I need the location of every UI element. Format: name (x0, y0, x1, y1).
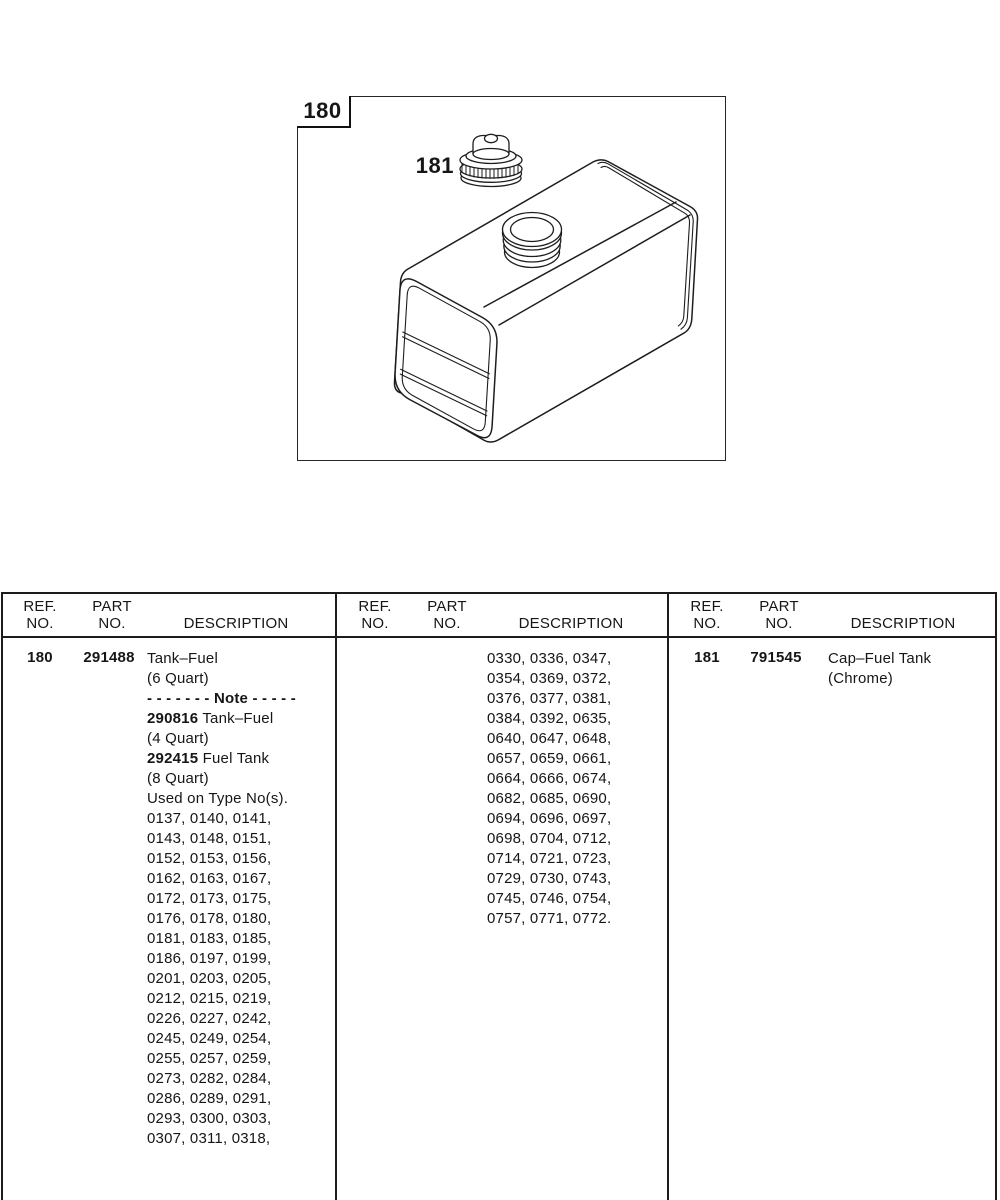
description-line: Tank–Fuel (147, 650, 219, 667)
ref-no-value: 180 (27, 649, 53, 666)
diagram-frame (297, 96, 726, 461)
description-header: DESCRIPTION (850, 615, 956, 632)
description-line: 0384, 0392, 0635, (487, 710, 612, 727)
description-line: 292415 Fuel Tank (147, 750, 270, 767)
description-line: 0162, 0163, 0167, (147, 870, 272, 887)
ref-no-header: REF. NO. (690, 598, 724, 632)
description-line: 0657, 0659, 0661, (487, 750, 612, 767)
description-line: - - - - - - - Note - - - - - (147, 690, 296, 707)
description-line: 0354, 0369, 0372, (487, 670, 612, 687)
description-line: 0212, 0215, 0219, (147, 990, 272, 1007)
description-lines (487, 649, 663, 929)
description-line: 0172, 0173, 0175, (147, 890, 272, 907)
description-lines (147, 649, 331, 1149)
description-line: 0729, 0730, 0743, (487, 870, 612, 887)
description-line: (6 Quart) (147, 670, 209, 687)
description-line: 0640, 0647, 0648, (487, 730, 612, 747)
description-line: 0664, 0666, 0674, (487, 770, 612, 787)
filler-neck (503, 213, 562, 268)
part-no-header: PART NO. (759, 598, 799, 632)
description-line: 0226, 0227, 0242, (147, 1010, 272, 1027)
description-line: 0698, 0704, 0712, (487, 830, 612, 847)
description-line: Used on Type No(s). (147, 790, 289, 807)
description-lines (828, 649, 991, 689)
description-line: (4 Quart) (147, 730, 209, 747)
description-line: Cap–Fuel Tank (828, 650, 932, 667)
description-line: 0245, 0249, 0254, (147, 1030, 272, 1047)
description-line: 0273, 0282, 0284, (147, 1070, 272, 1087)
ref-no-header: REF. NO. (358, 598, 392, 632)
fuel-cap (460, 134, 522, 186)
part-no-header: PART NO. (92, 598, 132, 632)
table-border-right (995, 592, 997, 1200)
description-line: 0714, 0721, 0723, (487, 850, 612, 867)
description-line: 0255, 0257, 0259, (147, 1050, 272, 1067)
description-header: DESCRIPTION (518, 615, 624, 632)
description-line: 0176, 0178, 0180, (147, 910, 272, 927)
ref-no-header: REF. NO. (23, 598, 57, 632)
table-column-group-2 (337, 592, 667, 1200)
description-line: 0330, 0336, 0347, (487, 650, 612, 667)
description-line: 0694, 0696, 0697, (487, 810, 612, 827)
part-no-value: 791545 (750, 649, 802, 666)
ref-no-value: 181 (694, 649, 720, 666)
part-no-value: 291488 (83, 649, 135, 666)
table-column-group-3 (669, 592, 995, 1200)
description-line: 290816 Tank–Fuel (147, 710, 274, 727)
description-line: 0757, 0771, 0772. (487, 910, 612, 927)
description-line: 0307, 0311, 0318, (147, 1130, 271, 1147)
description-line: 0376, 0377, 0381, (487, 690, 612, 707)
description-line: (8 Quart) (147, 770, 209, 787)
description-line: (Chrome) (828, 670, 893, 687)
fuel-tank-illustration (298, 97, 725, 460)
description-line: 0286, 0289, 0291, (147, 1090, 272, 1107)
description-header: DESCRIPTION (183, 615, 289, 632)
description-line: 0143, 0148, 0151, (147, 830, 272, 847)
description-line: 0293, 0300, 0303, (147, 1110, 272, 1127)
description-line: 0186, 0197, 0199, (147, 950, 272, 967)
description-line: 0181, 0183, 0185, (147, 930, 272, 947)
cap-callout-label: 181 (415, 153, 454, 178)
description-line: 0152, 0153, 0156, (147, 850, 272, 867)
table-column-group-1 (2, 592, 335, 1200)
description-line: 0682, 0685, 0690, (487, 790, 612, 807)
part-no-header: PART NO. (427, 598, 467, 632)
description-line: 0201, 0203, 0205, (147, 970, 272, 987)
description-line: 0745, 0746, 0754, (487, 890, 612, 907)
diagram-ref-label: 180 (297, 96, 351, 128)
description-line: 0137, 0140, 0141, (147, 810, 272, 827)
